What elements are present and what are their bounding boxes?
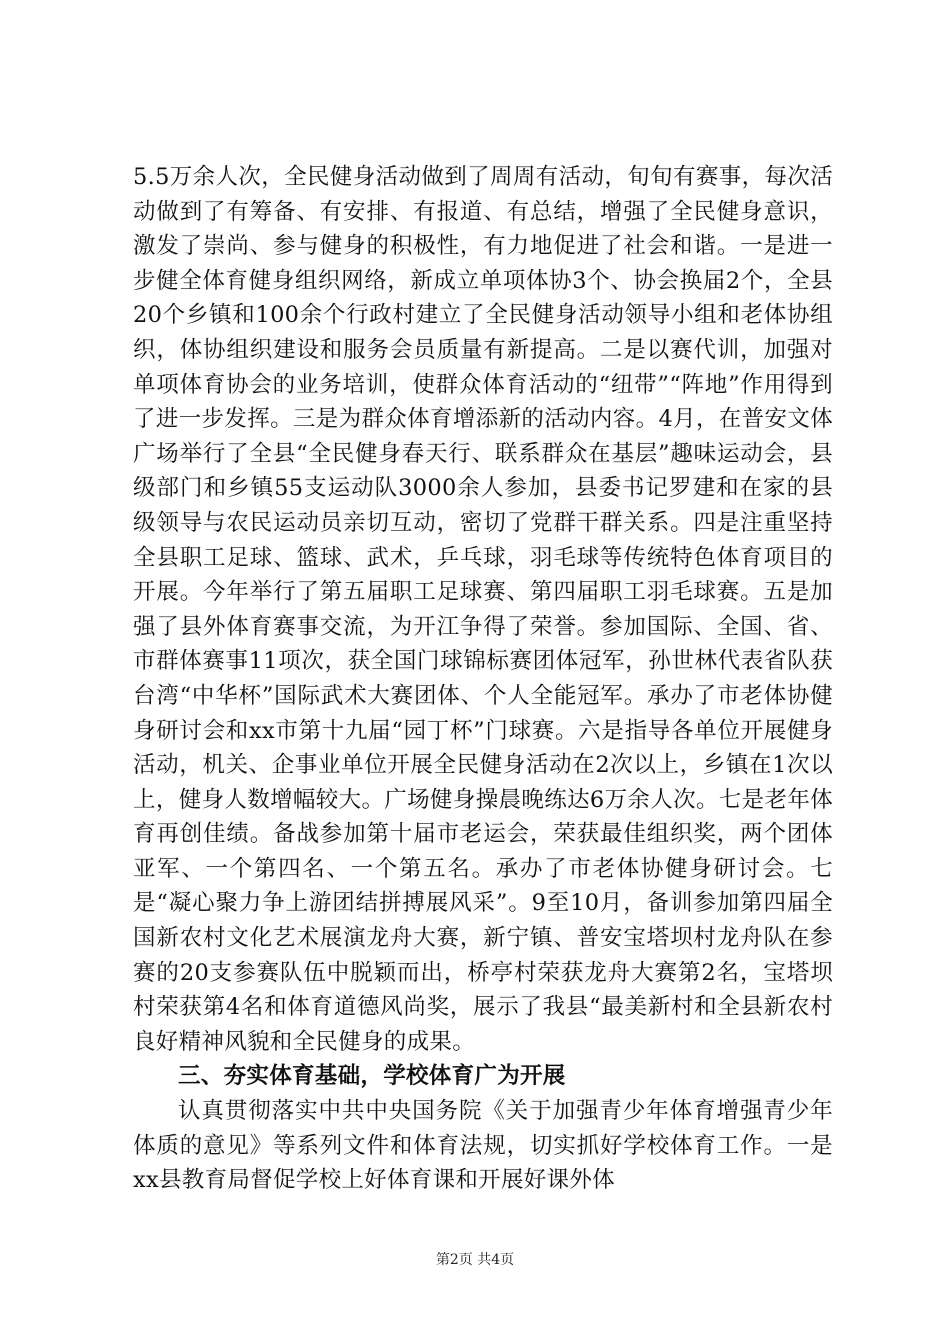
- page-footer: [0, 1250, 950, 1270]
- page-number: 第2页 共4页: [435, 1252, 515, 1268]
- body-paragraph: 认真贯彻落实中共中央国务院《关于加强青少年体育增强青少年体质的意见》等系列文件和体育法规，切实抓好学校体育工作。一是xx县教育局督促学校上好体育课和开展好课外体: [133, 1098, 833, 1194]
- body-paragraph: 5.5万余人次，全民健身活动做到了周周有活动，旬旬有赛事，每次活动做到了有筹备、有安排、有报道、有总结，增强了全民健身意识，激发了崇尚、参与健身的积极性，有力地促进了社会和谐。一是进一步健全体育健身组织网络，新成立单项体协3个、协会换届2个，全县20个乡镇和100余个行政村建立了全民健身活动领导小组和老体协组织，体协组织建设和服务会员质量有新提高。二是以赛代训，加强对单项体育协会的业务培训，使群众体育活动的“纽带”“阵地”作用得到了进一步发挥。三是为群众体育增添新的活动内容。4月，在普安文体广场举行了全县“全民健身春天行、联系群众在基层”趣味运动会，县级部门和乡镇55支运动队3000余人参加，县委书记罗建和在家的县级领导与农民运动员亲切互动，密切了党群干群关系。四是注重坚持全县职工足球、篮球、武术，乒乓球，羽毛球等传统特色体育项目的开展。今年举行了第五届职工足球赛、第四届职工羽毛球赛。五是加强了县外体育赛事交流，为开江争得了荣誉。参加国际、全国、省、市群体赛事11项次，获全国门球锦标赛团体冠军，孙世林代表省队获台湾“中华杯”国际武术大赛团体、个人全能冠军。承办了市老体协健身研讨会和xx市第十九届“园丁杯”门球赛。六是指导各单位开展健身活动，机关、企事业单位开展全民健身活动在2次以上，乡镇在1次以上，健身人数增幅较大。广场健身操晨晚练达6万余人次。七是老年体育再创佳绩。备战参加第十届市老运会，荣获最佳组织奖，两个团体亚军、一个第四名、一个第五名。承办了市老体协健身研讨会。七是“凝心聚力争上游团结拼搏展风采”。9至10月，备训参加第四届全国新农村文化艺术展演龙舟大赛，新宁镇、普安宝塔坝村龙舟队在参赛的20支参赛队伍中脱颖而出，桥亭村荣获龙舟大赛第2名，宝塔坝村荣获第4名和体育道德风尚奖，展示了我县“最美新村和全县新农村良好精神风貌和全民健身的成果。: [133, 164, 833, 1055]
- document-body: [133, 160, 833, 1198]
- section-heading: 三、夯实体育基础，学校体育广为开展: [178, 1063, 566, 1090]
